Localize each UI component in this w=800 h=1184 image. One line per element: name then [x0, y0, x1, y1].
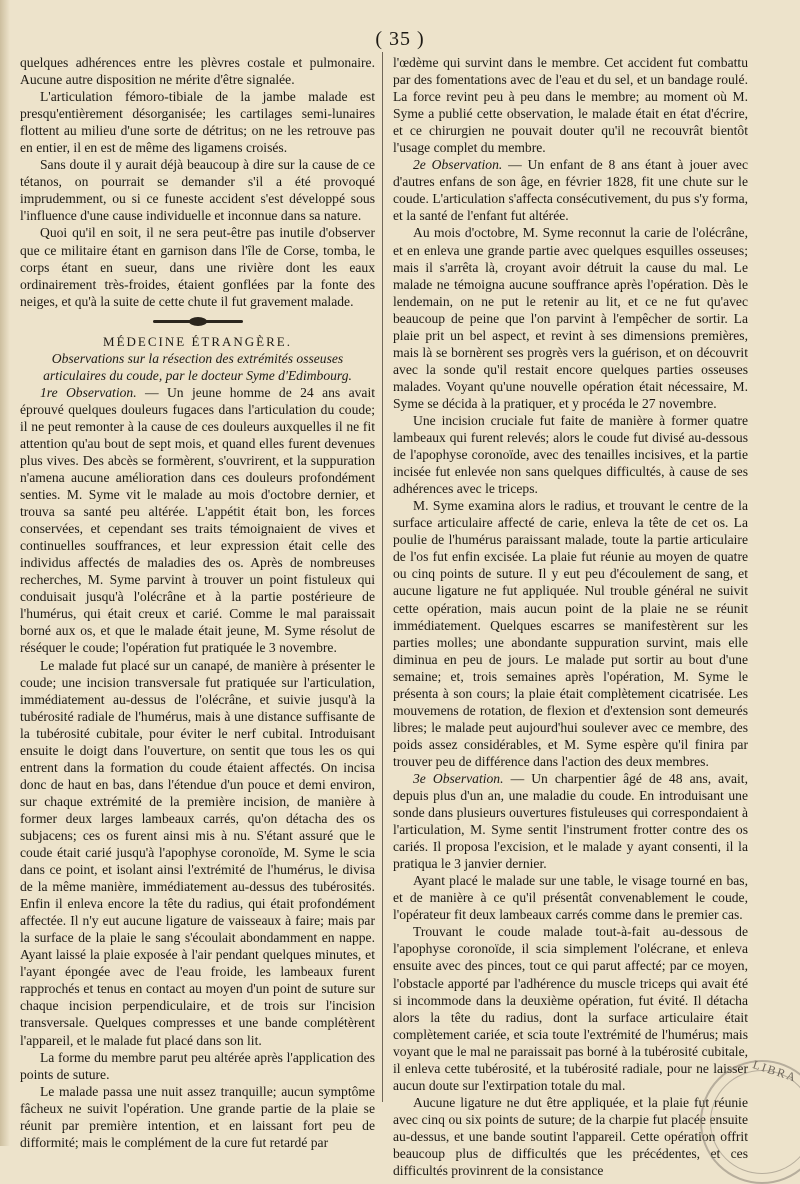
- observation-label: 1re Observation.: [40, 384, 137, 400]
- article-title-main: Observations sur la résection des extrémités osseuses articulaires du coude, par le docteur: [43, 350, 344, 383]
- paragraph: Quoi qu'il en soit, il ne sera peut-être pas inutile d'observer que ce militaire étant en garnison dans l'île de Corse, tomba, le corps étant en sueur, dans une rivière dont les eaux ordinairement très-froides, étaient gonflées par la fonte des neiges, et qu'à la suite de cette chute il fut gravement malade.: [20, 225, 375, 309]
- paragraph: L'articulation fémoro-tibiale de la jambe malade est presqu'entièrement désorganisée; les cartilages semi-lunaires flottent au milieu d'une sorte de détritus; on ne les retrouve pas en entier, il en est de même des ligamens croisés.: [20, 89, 375, 156]
- paragraph: Trouvant le coude malade tout-à-fait au-dessous de l'apophyse coronoïde, il scia simplement l'olécrane, et enleva ensuite avec des pinces, tout ce qui parut affecté; par ce moyen, l'obstacle apporté par l'adhérence du muscle triceps qui avait été si incommode dans la deuxième opération, fut évité. Il détacha alors la tête du radius, dont la surface articulaire était complètement cariée, et scia toute l'extrémité de l'humérus; mais voyant que le mal ne paraissait pas borné à la tubérosité cubitale, il enleva cette tubérosité, et la tubérosité radiale, pour ne laisser aucun doute sur l'extirpation totale du mal.: [393, 924, 748, 1093]
- column-divider: [382, 52, 383, 1102]
- section-title: MÉDECINE ÉTRANGÈRE.: [103, 333, 292, 349]
- paragraph: [20, 384, 375, 657]
- left-column: [20, 54, 375, 1151]
- observation-text: — Un enfant de 8 ans étant à jouer avec d'autres enfans de son âge, en février 1828, fit une chute sur le coude. L'articulation s'affecta consécutivement, du pus s'y forma, et la santé de l'enfant fut altérée.: [393, 157, 748, 224]
- paragraph: Le malade fut placé sur un canapé, de manière à présenter le coude; une incision transversale fut pratiquée sur l'articulation, immédiatement au-dessus de l'olécrâne, et suivie jusqu'à la tubérosité radiale de l'humérus, mais à une distance suffisante de la tubérosité cubitale, pour éviter le nerf cubital. Introduisant ensuite le doigt dans l'ouverture, on sentit que tous les os qui entrent dans la formation du coude étaient affectés. On incisa donc de haut en bas, dans l'étendue d'un pouce et demi environ, sur chaque extrémité de la première incision, de manière à former deux larges lambeaux carrés, qu'on détacha des os subjacens; ces os furent ainsi mis à nu. S'étant assuré que le coude était carié jusqu'à l'apophyse coronoïde, M. Syme le scia dans ce point, et isolant ainsi l'extrémité de l'humérus, le divisa de la même manière, immédiatement au-dessus des tubérosités. Enfin il enleva encore la tête du radius, qui était profondément affectée. Il n'y eut aucune ligature de vaisseaux à faire; mais par la surface de la plaie le sang s'écoulait abondamment en nappe. Ayant laissé la plaie exposée à l'air pendant quelques minutes, et l'ayant épongée avec de l'eau froide, les lambeaux furent rapprochés et tenus en contact au moyen d'un point de suture sur chaque incision perpendiculaire, et de trois sur l'incision transversale. Quelques compresses et une bande complétèrent l'appareil, et le malade fut placé dans son lit.: [20, 657, 375, 1048]
- observation-text: — Un jeune homme de 24 ans avait éprouvé quelques douleurs fugaces dans l'articulation du coude; il ne peut remonter à la cause de ces douleurs auxquelles il ne fit attention qu'au bout de sept mois, et quand elles furent devenues plus vives. Des abcès se formèrent, s'ouvrirent, et la suppuration n'amena aucune amélioration dans ces douleurs profondément senties. M. Syme vit le malade au mois d'octobre dernier, et trouva sa santé peu altérée. L'appétit était bon, les forces conservées, et cependant ses traits témoignaient de vives et continuelles souffrances, et leur expression était celle des individus affectés de maladies des os. Après de nombreuses recherches, M. Syme parvint à trouver un point fistuleux qui conduisait jusqu'à l'olécrâne et à la partie postérieure de l'humérus, qui était creux et carié. Comme le mal paraissait borné aux os, et que le malade était jeune, M. Syme résolut de réséquer le coude; l'opération fut pratiquée le 3 novembre.: [20, 384, 375, 656]
- article-author: Syme d'Edimbourg.: [246, 367, 352, 383]
- paragraph: La forme du membre parut peu altérée après l'application des points de suture.: [20, 1049, 375, 1082]
- observation-text: — Un charpentier âgé de 48 ans, avait, depuis plus d'un an, une maladie du coude. En introduisant une sonde dans plusieurs ouvertures fistuleuses qui correspondaient à l'articulation, M. Syme sentit l'instrument frotter contre des os cariés. Il proposa l'excision, et le malade y ayant consenti, il la pratiqua le 3 janvier dernier.: [393, 770, 748, 872]
- paragraph: M. Syme examina alors le radius, et trouvant le centre de la surface articulaire affecté de carie, enleva la tête de cet os. La poulie de l'humérus paraissant malade, toute la partie articulaire de l'os fut enfin excisée. La plaie fut réunie au moyen de quatre ou cinq points de suture. Il y eut peu d'écoulement de sang, et aucune ligature ne fut appliquée. Nul trouble général ne suivit cette opération, mais aucun point de la plaie ne se réunit immédiatement. Quelques escarres se manifestèrent sur les parties molles; une abondante suppuration survint, mais elle diminua en peu de jours. Le malade put sortir au bout d'une semaine; et, trois semaines après l'opération, M. Syme le présenta à son cours; la plaie était complètement cicatrisée. Les mouvemens de rotation, de flexion et d'extension sont demeurés libres; le malade peut aujourd'hui soulever avec ce membre, des poids assez considérables, et M. Syme espère qu'il finira par trouver peu de différence dans l'action des deux membres.: [393, 498, 748, 769]
- library-stamp-text: LIBRA: [751, 1057, 800, 1085]
- paragraph: Au mois d'octobre, M. Syme reconnut la carie de l'olécrâne, et en enleva une grande partie avec quelques esquilles osseuses; mais il s'arrêta là, croyant avoir détruit la cause du mal. Le malade ne témoigna aucune souffrance après l'opération. Dès le lendemain, on ne put le retenir au lit, et ce ne fut qu'avec beaucoup de peine que l'on parvint à l'empêcher de sortir. La plaie prit un bel aspect, et revint à ses dimensions premières, mais là se bornèrent ses progrès vers la guérison, et on découvrit avec la sonde qu'il restait encore quelques parties osseuses malades. Voyant qu'une nouvelle opération était nécessaire, M. Syme se décida à la pratiquer, et y procéda le 27 novembre.: [393, 225, 748, 411]
- paragraph: Le malade passa une nuit assez tranquille; aucun symptôme fâcheux ne suivit l'opération. Une grande partie de la plaie se réunit par première intention, et en laissant fort peu de difformité; mais le complément de la cure fut retardé par: [20, 1083, 375, 1150]
- paragraph: [393, 770, 748, 872]
- paragraph: l'œdème qui survint dans le membre. Cet accident fut combattu par des fomentations avec de l'eau et du sel, et un bandage roulé. La force revint peu à peu dans le membre; au moment où M. Syme a publié cette observation, le malade était en état d'écrire, et ce chirurgien ne pouvait douter qu'il ne recouvrât bientôt l'usage complet du membre.: [393, 55, 748, 156]
- paragraph: Ayant placé le malade sur une table, le visage tourné en bas, et de manière à ce qu'il présentât convenablement le coude, l'opérateur fit deux lambeaux carrés comme dans le premier cas.: [393, 873, 748, 923]
- observation-label: 2e Observation.: [413, 157, 503, 173]
- paragraph: Sans doute il y aurait déjà beaucoup à dire sur la cause de ce tétanos, on pourrait se demander s'il a été provoqué imprudemment, ou si ce funeste accident s'est développé sous l'influence d'une cause individuelle et inconnue dans sa nature.: [20, 157, 375, 224]
- page-number: ( 35 ): [375, 28, 425, 50]
- paragraph: quelques adhérences entre les plèvres costale et pulmonaire. Aucune autre disposition ne mérite d'être signalée.: [20, 55, 375, 88]
- article-title: [20, 350, 375, 384]
- paragraph: Une incision cruciale fut faite de manière à former quatre lambeaux qui furent relevés; alors le coude fut divisé au-dessous de l'apophyse coronoïde, avec des tenailles incisives, et la partie incisée fut enlevée non sans quelques difficultés, à cause de ses adhérences avec le triceps.: [393, 412, 748, 497]
- paragraph: [393, 156, 748, 224]
- right-column: [393, 54, 748, 1179]
- section-divider-ornament: [153, 320, 243, 323]
- paragraph: Aucune ligature ne dut être appliquée, et la plaie fut réunie avec cinq ou six points de suture; de la charpie fut placée ensuite au-dessus, et une bande soutint l'appareil. Cette opération offrit beaucoup plus de difficultés que les précédentes, et ces difficultés provinrent de la consistance: [393, 1094, 748, 1179]
- page-edge-shadow: [0, 0, 10, 1146]
- observation-label: 3e Observation.: [413, 770, 504, 786]
